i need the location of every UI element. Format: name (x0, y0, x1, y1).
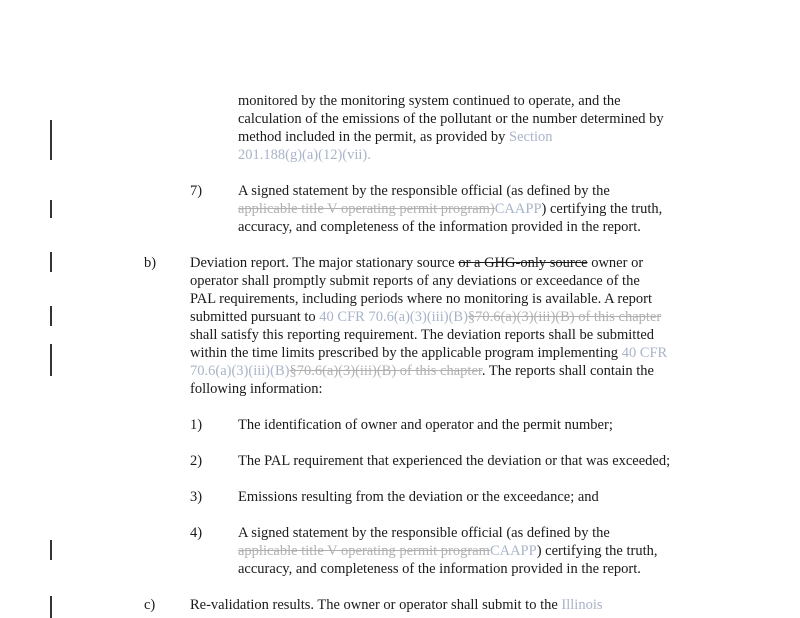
caapp-link[interactable]: CAAPP (489, 543, 537, 559)
item-label: 7) (190, 183, 203, 199)
deleted-text: applicable title V operating permit program) (238, 201, 495, 217)
text-line: shall satisfy this reporting requirement. The deviation reports shall be submitted (190, 327, 655, 343)
item-label: 4) (190, 525, 203, 541)
item-label: 2) (190, 453, 203, 469)
section-label: c) (144, 597, 156, 613)
section-label: b) (144, 255, 157, 271)
section-link[interactable]: 201.188(g)(a)(12)(vii). (238, 147, 371, 163)
item-label: 1) (190, 417, 203, 433)
cfr-link[interactable]: 40 CFR 70.6(a)(3)(iii)(B) (319, 309, 468, 325)
text-line: PAL requirements, including periods where no monitoring is available. A report (190, 291, 653, 307)
text-line: operator shall promptly submit reports of any deviations or exceedance of the (190, 273, 640, 289)
change-bar (50, 200, 52, 218)
text-line: Deviation report. The major stationary source or a GHG-only source owner or (190, 255, 644, 271)
change-bar (50, 596, 52, 618)
text-line: calculation of the emissions of the pollutant or the number determined by (238, 111, 664, 127)
change-bar (50, 540, 52, 560)
text-line: within the time limits prescribed by the applicable program implementing 40 CFR (190, 345, 668, 361)
text-line: 70.6(a)(3)(iii)(B)§70.6(a)(3)(iii)(B) of this chapter. The reports shall contain the (190, 363, 654, 379)
item-4-text (238, 524, 657, 578)
section-link[interactable]: Section (509, 129, 553, 145)
text-line: monitored by the monitoring system continued to operate, and the (238, 93, 621, 109)
item-7-text (238, 182, 662, 236)
text-line: accuracy, and completeness of the information provided in the report. (238, 561, 641, 577)
text-line (238, 146, 664, 164)
deleted-text: §70.6(a)(3)(iii)(B) of this chapter (289, 363, 482, 379)
text-line: method included in the permit, as provided by Section (238, 129, 553, 145)
text-line: A signed statement by the responsible official (as defined by the (238, 525, 610, 541)
text-line: accuracy, and completeness of the information provided in the report. (238, 219, 641, 235)
list-item: The identification of owner and operator and the permit number; (238, 417, 613, 433)
text-line: applicable title V operating permit programCAAPP) certifying the truth, (238, 543, 658, 559)
change-bar (50, 252, 52, 272)
text-line: following information: (190, 381, 323, 397)
change-bar (50, 120, 52, 160)
deviation-report-paragraph (190, 254, 667, 398)
text-line: applicable title V operating permit program)CAAPP) certifying the truth, (238, 201, 663, 217)
text-line: A signed statement by the responsible official (as defined by the (238, 183, 610, 199)
text-line: submitted pursuant to 40 CFR 70.6(a)(3)(iii)(B)§70.6(a)(3)(iii)(B) of this chapter (190, 309, 662, 325)
revalidation-paragraph (190, 596, 603, 614)
deleted-text: or a GHG-only source (458, 255, 588, 271)
list-item: Emissions resulting from the deviation or the exceedance; and (238, 489, 599, 505)
continued-paragraph (238, 92, 664, 164)
change-bar (50, 344, 52, 376)
illinois-link[interactable]: Illinois (561, 597, 603, 613)
caapp-link[interactable]: CAAPP (494, 201, 542, 217)
deleted-text: §70.6(a)(3)(iii)(B) of this chapter (467, 309, 662, 325)
cfr-link[interactable]: 40 CFR (621, 345, 668, 361)
text-line: Re-validation results. The owner or operator shall submit to the Illinois (190, 597, 603, 613)
change-bar (50, 306, 52, 326)
cfr-link[interactable]: 70.6(a)(3)(iii)(B) (190, 363, 290, 379)
list-item: The PAL requirement that experienced the deviation or that was exceeded; (238, 453, 671, 469)
deleted-text: applicable title V operating permit program (238, 543, 490, 559)
item-label: 3) (190, 489, 203, 505)
